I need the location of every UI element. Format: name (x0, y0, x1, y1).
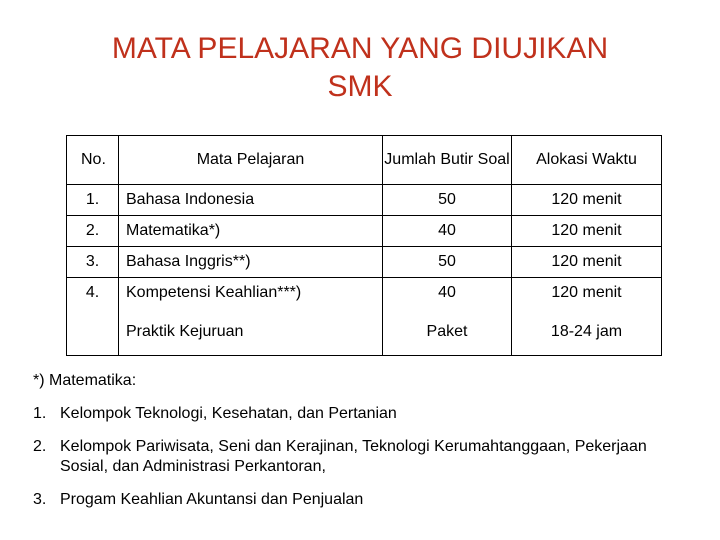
row-count: 50 (383, 247, 512, 278)
row-no: 4. (67, 278, 119, 309)
row-subject: Bahasa Inggris**) (119, 247, 383, 278)
list-item-text: Progam Keahlian Akuntansi dan Penjualan (60, 491, 364, 508)
table-row (67, 247, 662, 278)
list-item-text: Kelompok Pariwisata, Seni dan Kerajinan, Teknologi Kerumahtanggaan, Pekerjaan Sosial, dan Administrasi Perkantoran, (60, 438, 647, 475)
row-subject: Kompetensi Keahlian***) (119, 278, 383, 309)
row-time: 120 menit (512, 216, 662, 247)
page-title-line-2: SMK (327, 70, 393, 103)
header-time: Alokasi Waktu (512, 136, 662, 185)
table-header-row (67, 136, 662, 185)
row-count: 40 (383, 278, 512, 309)
list-item-number: 2. (33, 438, 47, 455)
header-subject: Mata Pelajaran (119, 136, 383, 185)
row-count: 50 (383, 185, 512, 216)
list-item-number: 1. (33, 405, 47, 422)
header-count: Jumlah Butir Soal (383, 136, 512, 185)
subjects-table (66, 135, 662, 356)
table-row (67, 216, 662, 247)
row-no: 3. (67, 247, 119, 278)
row-time: 120 menit (512, 185, 662, 216)
list-item (33, 490, 693, 510)
page-title (0, 30, 720, 106)
row-no: 2. (67, 216, 119, 247)
table-row (67, 185, 662, 216)
page-title-line-1: MATA PELAJARAN YANG DIUJIKAN (111, 32, 609, 65)
row-time: 120 menit (512, 247, 662, 278)
list-item-text: Kelompok Teknologi, Kesehatan, dan Pertanian (60, 405, 397, 422)
row-count: 40 (383, 216, 512, 247)
row-subject: Matematika*) (119, 216, 383, 247)
row-count: Paket (383, 308, 512, 356)
table-row (67, 308, 662, 356)
header-no: No. (67, 136, 119, 185)
row-no (67, 308, 119, 356)
list-item (33, 437, 693, 477)
table-row (67, 278, 662, 309)
footnotes (33, 371, 693, 523)
footnote-list (33, 404, 693, 510)
list-item-number: 3. (33, 491, 47, 508)
footnote-heading: *) Matematika: (33, 372, 137, 389)
list-item (33, 404, 693, 424)
row-time: 120 menit (512, 278, 662, 309)
row-subject: Bahasa Indonesia (119, 185, 383, 216)
row-subject: Praktik Kejuruan (119, 308, 383, 356)
row-no: 1. (67, 185, 119, 216)
row-time: 18-24 jam (512, 308, 662, 356)
